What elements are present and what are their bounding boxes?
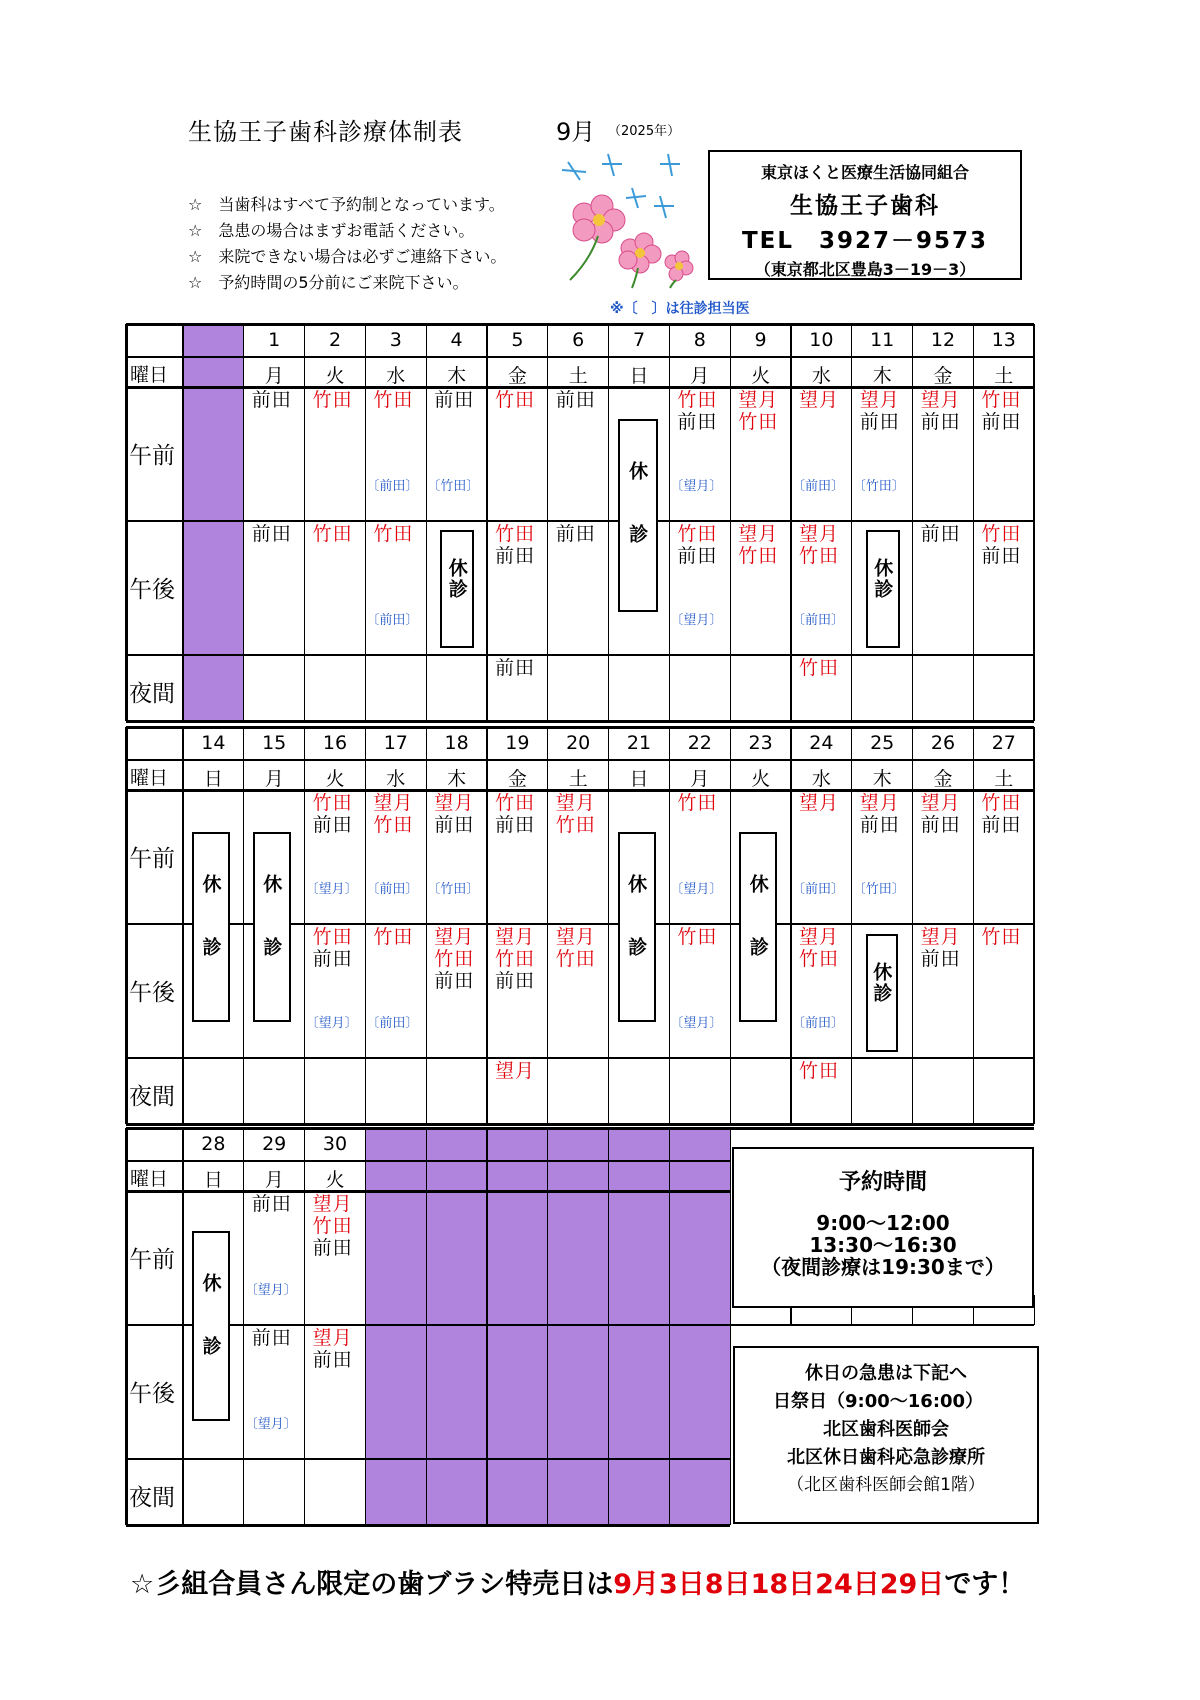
weekday-label: 金 — [507, 365, 527, 387]
reservation-time-box — [732, 1147, 1034, 1308]
grid-line — [126, 759, 1034, 761]
notice-item: ☆ 急患の場合はまずお電話ください。 — [188, 221, 475, 240]
home-visit-takeda: 〔竹田〕 — [427, 479, 480, 494]
doctor-maeda: 前田 — [495, 970, 536, 992]
holiday-emergency-box — [733, 1346, 1039, 1524]
weekday-label: 水 — [386, 365, 406, 387]
doctor-maeda: 前田 — [312, 814, 353, 836]
doctor-takeda: 竹田 — [799, 948, 840, 970]
doctor-mochizuki: 望月 — [555, 926, 596, 948]
home-visit-takeda: 〔竹田〕 — [852, 479, 905, 494]
closed-badge — [866, 530, 900, 648]
closed-badge — [739, 832, 777, 1022]
closed-label: 休診 — [199, 1273, 222, 1399]
home-visit-mochizuki: 〔望月〕 — [670, 479, 723, 494]
doctor-mochizuki: 望月 — [373, 792, 414, 814]
doctor-mochizuki: 望月 — [799, 792, 840, 814]
grid-line — [126, 1524, 730, 1527]
closed-label: 休診 — [445, 558, 468, 600]
grid-line — [126, 1458, 730, 1460]
empty-column-shade — [183, 324, 244, 721]
doctor-takeda: 竹田 — [799, 545, 840, 567]
grid-line — [126, 654, 1034, 656]
weekday-label: 土 — [994, 768, 1014, 790]
weekday-label: 日 — [203, 1169, 223, 1191]
pm-row-label: 午後 — [129, 980, 175, 1006]
doctor-mochizuki: 望月 — [799, 926, 840, 948]
closed-label: 休診 — [871, 558, 894, 600]
weekday-label: 土 — [568, 768, 588, 790]
grid-line — [669, 1128, 670, 1525]
cosmos-flower-illustration — [540, 150, 700, 290]
doctor-takeda: 竹田 — [981, 389, 1022, 411]
doctor-mochizuki: 望月 — [799, 389, 840, 411]
home-visit-maeda: 〔前田〕 — [792, 882, 845, 897]
doctor-maeda: 前田 — [555, 523, 596, 545]
am-row-label: 午前 — [129, 443, 175, 469]
reservation-night-note: （夜間診療は19:30まで） — [761, 1255, 1005, 1279]
closed-badge — [440, 530, 474, 648]
day-number: 27 — [991, 732, 1016, 754]
doctor-maeda: 前田 — [434, 389, 475, 411]
home-visit-mochizuki: 〔望月〕 — [670, 1016, 723, 1031]
doctor-maeda: 前田 — [920, 948, 961, 970]
home-visit-maeda: 〔前田〕 — [366, 1016, 419, 1031]
day-number: 19 — [505, 732, 530, 754]
closed-label: 休診 — [626, 461, 649, 587]
holiday-line: 休日の急患は下記へ — [805, 1363, 967, 1384]
doctor-maeda: 前田 — [981, 545, 1022, 567]
day-number: 13 — [991, 329, 1016, 351]
doctor-maeda: 前田 — [251, 1193, 292, 1215]
doctor-takeda: 竹田 — [312, 523, 353, 545]
weekday-label: 木 — [872, 768, 892, 790]
clinic-address: （東京都北区豊島3－19－3） — [754, 260, 976, 279]
doctor-maeda: 前田 — [920, 411, 961, 433]
closed-label: 休診 — [746, 874, 769, 1000]
home-visit-mochizuki: 〔望月〕 — [305, 882, 358, 897]
doctor-takeda: 竹田 — [373, 814, 414, 836]
closed-badge — [866, 934, 898, 1052]
grid-line — [608, 1128, 609, 1525]
weekday-label: 火 — [325, 1169, 345, 1191]
doctor-mochizuki: 望月 — [555, 792, 596, 814]
weekday-label: 月 — [264, 768, 284, 790]
day-number: 23 — [748, 732, 773, 754]
grid-line — [126, 356, 1034, 358]
doctor-takeda: 竹田 — [981, 926, 1022, 948]
day-number: 24 — [809, 732, 834, 754]
weekday-label: 水 — [811, 768, 831, 790]
pm-row-label: 午後 — [129, 577, 175, 603]
home-visit-maeda: 〔前田〕 — [366, 479, 419, 494]
doctor-takeda: 竹田 — [799, 1060, 840, 1082]
notice-item: ☆ 当歯科はすべて予約制となっています。 — [188, 195, 505, 214]
weekday-label: 火 — [751, 768, 771, 790]
weekday-label: 金 — [507, 768, 527, 790]
weekday-label: 金 — [933, 768, 953, 790]
grid-line — [730, 1324, 1034, 1326]
day-number: 9 — [754, 329, 767, 351]
weekday-label: 日 — [203, 768, 223, 790]
day-number: 26 — [930, 732, 956, 754]
doctor-takeda: 竹田 — [738, 545, 779, 567]
doctor-takeda: 竹田 — [677, 792, 718, 814]
day-number: 21 — [626, 732, 652, 754]
closed-label: 休診 — [260, 874, 283, 1000]
doctor-takeda: 竹田 — [677, 926, 718, 948]
holiday-line: 日祭日（9:00～16:00） — [773, 1391, 984, 1412]
home-visit-maeda: 〔前田〕 — [366, 882, 419, 897]
weekday-label: 火 — [325, 365, 345, 387]
year-label: （2025年） — [608, 124, 681, 139]
month-label: 9月 — [556, 118, 596, 146]
day-number: 2 — [328, 329, 342, 351]
doctor-takeda: 竹田 — [373, 523, 414, 545]
notice-item: ☆ 来院できない場合は必ずご連絡下さい。 — [188, 247, 507, 266]
home-visit-maeda: 〔前田〕 — [792, 479, 845, 494]
home-visit-mochizuki: 〔望月〕 — [305, 1016, 358, 1031]
reservation-title: 予約時間 — [838, 1170, 927, 1195]
weekday-label: 土 — [994, 365, 1014, 387]
day-number: 17 — [383, 732, 408, 754]
doctor-takeda: 竹田 — [495, 792, 536, 814]
doctor-takeda: 竹田 — [312, 1215, 353, 1237]
weekday-label: 月 — [264, 365, 284, 387]
doctor-takeda: 竹田 — [738, 411, 779, 433]
home-visit-maeda: 〔前田〕 — [792, 613, 845, 628]
grid-line — [486, 1128, 487, 1525]
home-visit-mochizuki: 〔望月〕 — [670, 613, 723, 628]
doctor-mochizuki: 望月 — [920, 926, 961, 948]
closed-badge — [192, 832, 230, 1022]
footer-dates: 9月3日8日18日24日29日 — [613, 1569, 945, 1600]
grid-line — [126, 726, 1034, 729]
home-visit-mochizuki: 〔望月〕 — [670, 882, 723, 897]
doctor-maeda: 前田 — [555, 389, 596, 411]
grid-line — [547, 1128, 548, 1525]
home-visit-note: ※〔 〕は往診担当医 — [610, 301, 750, 317]
clinic-info-box — [708, 150, 1022, 280]
weekday-label: 火 — [751, 365, 771, 387]
doctor-takeda: 竹田 — [373, 926, 414, 948]
doctor-maeda: 前田 — [434, 814, 475, 836]
weekday-row-label: 曜日 — [130, 767, 169, 789]
doctor-mochizuki: 望月 — [859, 792, 900, 814]
home-visit-maeda: 〔前田〕 — [366, 613, 419, 628]
clinic-tel: TEL 3927－9573 — [741, 228, 989, 254]
footer-prefix: ☆彡組合員さん限定の歯ブラシ特売日は — [130, 1569, 614, 1600]
weekday-label: 水 — [811, 365, 831, 387]
clinic-org: 東京ほくと医療生活協同組合 — [760, 163, 969, 182]
doctor-takeda: 竹田 — [677, 523, 718, 545]
grid-line — [730, 1128, 731, 1525]
day-number: 10 — [809, 329, 834, 351]
day-number: 14 — [201, 732, 226, 754]
weekday-label: 木 — [447, 365, 467, 387]
grid-line — [126, 720, 1034, 723]
day-number: 15 — [262, 732, 287, 754]
night-row-label: 夜間 — [129, 681, 175, 707]
doctor-takeda: 竹田 — [677, 389, 718, 411]
doctor-takeda: 竹田 — [555, 948, 596, 970]
closed-label: 休診 — [625, 874, 648, 1000]
weekday-label: 日 — [629, 365, 649, 387]
doctor-mochizuki: 望月 — [495, 1060, 536, 1082]
doctor-mochizuki: 望月 — [312, 1193, 353, 1215]
am-row-label: 午前 — [129, 1247, 175, 1273]
doctor-takeda: 竹田 — [312, 792, 353, 814]
home-visit-takeda: 〔竹田〕 — [427, 882, 480, 897]
day-number: 22 — [687, 732, 712, 754]
day-number: 25 — [870, 732, 895, 754]
day-number: 12 — [930, 329, 956, 351]
am-row-label: 午前 — [129, 846, 175, 872]
day-number: 1 — [268, 329, 281, 351]
doctor-takeda: 竹田 — [555, 814, 596, 836]
closed-badge — [192, 1231, 230, 1421]
home-visit-maeda: 〔前田〕 — [792, 1016, 845, 1031]
day-number: 30 — [322, 1133, 348, 1155]
doctor-maeda: 前田 — [495, 814, 536, 836]
doctor-takeda: 竹田 — [981, 792, 1022, 814]
doctor-maeda: 前田 — [859, 814, 900, 836]
doctor-maeda: 前田 — [981, 814, 1022, 836]
weekday-label: 土 — [568, 365, 588, 387]
weekday-label: 金 — [933, 365, 953, 387]
night-row-label: 夜間 — [129, 1485, 175, 1511]
doctor-takeda: 竹田 — [495, 389, 536, 411]
closed-label: 休診 — [199, 874, 222, 1000]
reservation-time-pm: 13:30～16:30 — [809, 1233, 957, 1257]
page-title: 生協王子歯科診療体制表 — [188, 118, 463, 146]
doctor-takeda: 竹田 — [312, 389, 353, 411]
doctor-mochizuki: 望月 — [738, 389, 779, 411]
doctor-mochizuki: 望月 — [920, 792, 961, 814]
doctor-mochizuki: 望月 — [799, 523, 840, 545]
clinic-name: 生協王子歯科 — [790, 193, 940, 219]
day-number: 3 — [389, 329, 402, 351]
day-number: 16 — [322, 732, 348, 754]
doctor-maeda: 前田 — [312, 948, 353, 970]
grid-line — [125, 324, 128, 721]
holiday-line: （北区歯科医師会館1階） — [787, 1475, 985, 1495]
grid-line — [126, 1057, 1034, 1059]
doctor-maeda: 前田 — [251, 389, 292, 411]
day-number: 7 — [632, 329, 646, 351]
grid-line — [730, 1295, 731, 1325]
day-number: 18 — [444, 732, 469, 754]
grid-line — [182, 324, 184, 721]
doctor-maeda: 前田 — [312, 1237, 353, 1259]
weekday-label: 月 — [690, 365, 710, 387]
holiday-line: 北区歯科医師会 — [823, 1419, 949, 1440]
doctor-maeda: 前田 — [312, 1349, 353, 1371]
footer-suffix: です！ — [944, 1569, 1026, 1600]
weekday-label: 水 — [386, 768, 406, 790]
weekday-label: 月 — [264, 1169, 284, 1191]
doctor-takeda: 竹田 — [495, 948, 536, 970]
day-number: 20 — [566, 732, 591, 754]
night-row-label: 夜間 — [129, 1084, 175, 1110]
weekday-label: 月 — [690, 768, 710, 790]
doctor-maeda: 前田 — [920, 814, 961, 836]
weekday-label: 木 — [447, 768, 467, 790]
day-number: 28 — [201, 1133, 226, 1155]
notice-item: ☆ 予約時間の5分前にご来院下さい。 — [188, 273, 469, 292]
holiday-line: 北区休日歯科応急診療所 — [787, 1447, 985, 1468]
doctor-takeda: 竹田 — [981, 523, 1022, 545]
doctor-maeda: 前田 — [251, 1327, 292, 1349]
doctor-maeda: 前田 — [859, 411, 900, 433]
grid-line — [126, 1160, 730, 1162]
weekday-label: 木 — [872, 365, 892, 387]
grid-line — [125, 1128, 128, 1525]
home-visit-mochizuki: 〔望月〕 — [244, 1283, 297, 1298]
doctor-maeda: 前田 — [920, 523, 961, 545]
doctor-maeda: 前田 — [677, 545, 718, 567]
day-number: 4 — [450, 329, 463, 351]
doctor-takeda: 竹田 — [799, 657, 840, 679]
weekday-label: 火 — [325, 768, 345, 790]
closed-badge — [253, 832, 291, 1022]
doctor-maeda: 前田 — [251, 523, 292, 545]
closed-badge — [618, 419, 658, 612]
grid-line — [126, 1127, 1034, 1130]
doctor-mochizuki: 望月 — [434, 792, 475, 814]
doctor-mochizuki: 望月 — [312, 1327, 353, 1349]
weekday-row-label: 曜日 — [130, 1168, 169, 1190]
day-number: 11 — [870, 329, 895, 351]
doctor-takeda: 竹田 — [495, 523, 536, 545]
weekday-label: 日 — [629, 768, 649, 790]
grid-line — [125, 727, 128, 1124]
grid-line — [126, 323, 1034, 326]
grid-line — [426, 1128, 427, 1525]
closed-label: 休診 — [870, 962, 893, 1004]
footer-notice — [130, 1562, 1025, 1601]
doctor-maeda: 前田 — [495, 657, 536, 679]
doctor-maeda: 前田 — [495, 545, 536, 567]
day-number: 8 — [693, 329, 706, 351]
pm-row-label: 午後 — [129, 1381, 175, 1407]
closed-badge — [618, 832, 656, 1022]
doctor-mochizuki: 望月 — [434, 926, 475, 948]
weekday-row-label: 曜日 — [130, 364, 169, 386]
doctor-takeda: 竹田 — [312, 926, 353, 948]
grid-line — [126, 1123, 1034, 1126]
doctor-maeda: 前田 — [677, 411, 718, 433]
doctor-takeda: 竹田 — [373, 389, 414, 411]
home-visit-takeda: 〔竹田〕 — [852, 882, 905, 897]
day-number: 6 — [572, 329, 585, 351]
doctor-mochizuki: 望月 — [738, 523, 779, 545]
doctor-maeda: 前田 — [981, 411, 1022, 433]
doctor-takeda: 竹田 — [434, 948, 475, 970]
grid-line — [126, 520, 1034, 522]
reservation-time-am: 9:00～12:00 — [816, 1211, 950, 1235]
doctor-mochizuki: 望月 — [920, 389, 961, 411]
day-number: 29 — [262, 1133, 287, 1155]
day-number: 5 — [511, 329, 524, 351]
home-visit-mochizuki: 〔望月〕 — [244, 1417, 297, 1432]
doctor-mochizuki: 望月 — [859, 389, 900, 411]
doctor-mochizuki: 望月 — [495, 926, 536, 948]
doctor-maeda: 前田 — [434, 970, 475, 992]
